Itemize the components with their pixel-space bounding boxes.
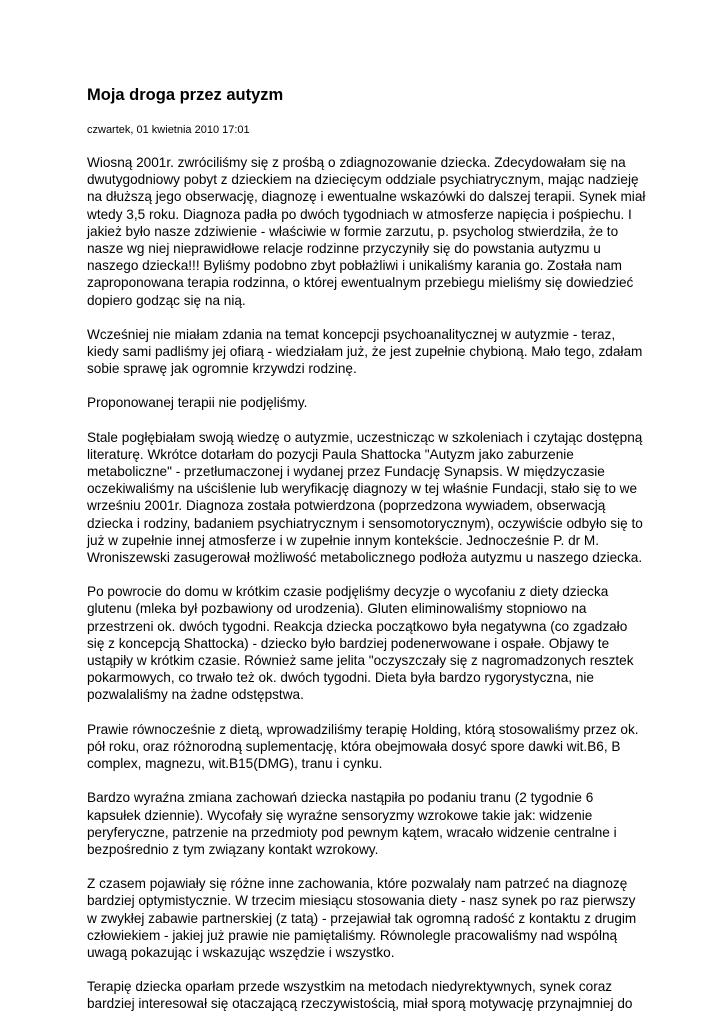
paragraph-line: bardziej interesował się otaczającą rzeczywistością, miał sporą motywację przynajmniej do (87, 996, 633, 1012)
paragraph-line: kapsułek dziennie). Wycofały się wyraźne sensoryzmy wzrokowe takie jak: widzenie (87, 807, 593, 823)
paragraph-line: Prawie równocześnie z dietą, wprowadziliśmy terapię Holding, którą stosowaliśmy przez ok. (87, 721, 639, 737)
paragraph-line: przestrzeni ok. dwóch tygodni. Reakcja dziecka początkowo była negatywna (co zgadzało (87, 618, 628, 634)
paragraph (87, 326, 647, 378)
paragraph-line: ustąpiły w krótkim czasie. Również same jelita "oczyszczały się z nagromadzonych resztek (87, 653, 634, 669)
paragraph-line: Bardzo wyraźna zmiana zachowań dziecka nastąpiła po podaniu tranu (2 tygodnie 6 (87, 790, 594, 806)
paragraph-line: na dłuższą jego obserwację, diagnozę i ewentualne wskazówki do dalszej terapii. Synek miał (87, 189, 646, 205)
paragraph (87, 583, 647, 703)
article-date: czwartek, 01 kwietnia 2010 17:01 (87, 124, 250, 136)
paragraph-line: pozwalaliśmy na żadne odstępstwa. (87, 687, 304, 703)
paragraph-line: Wiosną 2001r. zwróciliśmy się z prośbą o zdiagnozowanie dziecka. Zdecydowałam się na (87, 155, 626, 170)
paragraph-line: Stale pogłębiałam swoją wiedzę o autyzmie, uczestnicząc w szkoleniach i czytając dostępną (87, 429, 643, 445)
paragraph-line: Po powrocie do domu w krótkim czasie podjęliśmy decyzje o wycofaniu z diety dziecka (87, 584, 609, 600)
article-body (87, 154, 647, 1013)
paragraph-line: literaturę. Wkrótce dotarłam do pozycji Paula Shattocka "Autyzm jako zaburzenie (87, 446, 574, 462)
paragraph-line: complex, magnezu, wit.B15(DMG), tranu i cynku. (87, 756, 383, 772)
paragraph-line: się z koncepcją Shattocka) - dziecko było bardziej podenerwowane i ospałe. Objawy te (87, 635, 610, 651)
paragraph (87, 978, 647, 1012)
paragraph (87, 394, 647, 411)
paragraph (87, 154, 647, 309)
paragraph (87, 789, 647, 858)
paragraph-line: pół roku, oraz różnorodną suplementację, która obejmowała dosyć spore dawki wit.B6, B (87, 738, 621, 754)
paragraph-line: sobie sprawę jak ogromnie krzywdzi rodzinę. (87, 361, 357, 377)
paragraph-line: oczekiwaliśmy na uściślenie lub weryfikację diagnozy w tej właśnie Fundacji, stało się to we (87, 481, 638, 497)
paragraph-line: naszego dziecka!!! Byliśmy podobno zbyt pobłażliwi i unikaliśmy karania go. Została nam (87, 258, 622, 274)
paragraph-line: bezpośrednio z tym związany kontakt wzrokowy. (87, 841, 379, 857)
paragraph-line: peryferyczne, patrzenie na przedmioty pod pewnym kątem, wracało widzenie centralne i (87, 824, 617, 840)
paragraph (87, 429, 647, 567)
paragraph-line: Wcześniej nie miałam zdania na temat koncepcji psychoanalitycznej w autyzmie - teraz, (87, 326, 616, 342)
paragraph-line: Wroniszewski zasugerował możliwość metabolicznego podłoża autyzmu u naszego dziecka. (87, 550, 643, 566)
paragraph-line: Z czasem pojawiały się różne inne zachowania, które pozwalały nam patrzeć na diagnozę (87, 876, 628, 892)
paragraph-line: nasze wg niej nieprawidłowe relacje rodzinne przyczyniły się do powstania autyzmu u (87, 241, 601, 257)
article-title: Moja droga przez autyzm (87, 86, 284, 104)
paragraph-line: Proponowanej terapii nie podjęliśmy. (87, 395, 308, 411)
paragraph-line: bardziej optymistycznie. W trzecim miesiącu stosowania diety - nasz synek po raz pierwszy (87, 893, 636, 909)
paragraph-line: dopiero godząc się na nią. (87, 292, 246, 308)
paragraph-line: już w zupełnie innej atmosferze i w zupełnie innym kontekście. Jednocześnie P. dr M. (87, 532, 600, 548)
paragraph-line: wrześniu 2001r. Diagnoza została potwierdzona (poprzedzona wywiadem, obserwacją (87, 498, 606, 514)
paragraph-line: zaproponowana terapia rodzinna, o której ewentualnym przebiegu mieliśmy się dowiedzieć (87, 275, 634, 291)
paragraph-line: kiedy sami padliśmy jej ofiarą - wiedziałam już, że jest zupełnie chybioną. Mało tego, zdałam (87, 344, 643, 360)
paragraph-line: jakież było nasze zdziwienie - właściwie w formie zarzutu, p. psycholog stwierdziła, że to (87, 223, 619, 239)
paragraph-line: człowiekiem - jakiej już prawie nie pamiętaliśmy. Równolegle pracowaliśmy nad wspólną (87, 927, 618, 943)
paragraph-line: dziecka i rodziny, badaniem psychiatrycznym i sensomotorycznym), oczywiście odbyło się to (87, 515, 643, 531)
paragraph-line: Terapię dziecka oparłam przede wszystkim na metodach niedyrektywnych, synek coraz (87, 979, 613, 995)
paragraph (87, 875, 647, 961)
document-page (87, 84, 647, 1013)
paragraph-line: dwutygodniowy pobyt z dzieckiem na dziecięcym oddziale psychiatrycznym, mając nadzieję (87, 172, 639, 188)
paragraph-line: pokarmowych, co trwało też ok. dwóch tygodni. Dieta była bardzo rygorystyczna, nie (87, 670, 594, 686)
paragraph-line: metaboliczne" - przetłumaczonej i wydanej przez Fundację Synapsis. W międzyczasie (87, 464, 605, 480)
paragraph-line: glutenu (mleka był pozbawiony od urodzenia). Gluten eliminowaliśmy stopniowo na (87, 601, 587, 617)
paragraph-line: wtedy 3,5 roku. Diagnoza padła po dwóch tygodniach w atmosferze napięcia i pośpiechu. I (87, 206, 632, 222)
paragraph-line: uwagą pokazując i wskazując wszędzie i wszystko. (87, 944, 395, 960)
paragraph (87, 721, 647, 773)
paragraph-line: w zwykłej zabawie partnerskiej (z tatą) - przejawiał tak ogromną radość z kontaktu z drugim (87, 910, 637, 926)
